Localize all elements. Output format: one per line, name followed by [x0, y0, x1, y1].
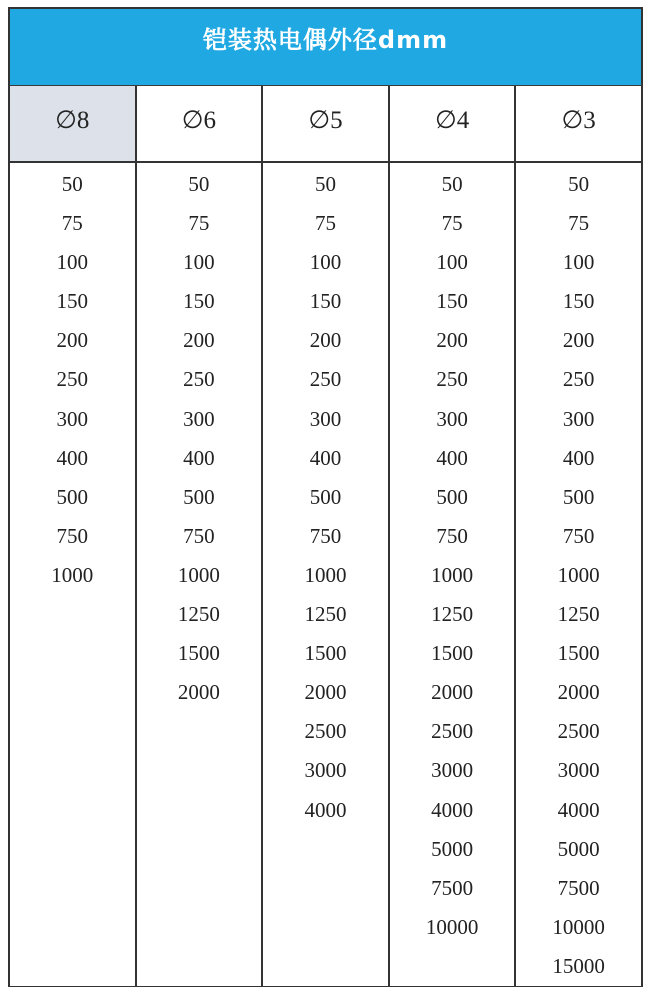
length-value: 7500 [557, 875, 600, 900]
length-value: 75 [314, 211, 336, 236]
column-header-d5: ∅5 [261, 86, 388, 161]
length-value: 5000 [557, 836, 600, 861]
length-value: 500 [436, 484, 468, 509]
length-value: 4000 [557, 797, 600, 822]
length-value: 200 [309, 328, 342, 353]
length-column-d3 [514, 163, 641, 986]
length-value: 2000 [304, 680, 347, 705]
length-value: 100 [56, 250, 89, 275]
length-value: 1000 [557, 562, 600, 587]
column-header-d8: ∅8 [10, 86, 135, 161]
length-value: 300 [562, 406, 595, 431]
diameter-header-row [10, 86, 641, 163]
length-value: 75 [188, 211, 210, 236]
length-value: 750 [309, 523, 342, 548]
length-value: 400 [436, 445, 468, 470]
length-value: 500 [56, 484, 89, 509]
length-value: 1250 [431, 602, 474, 627]
length-value: 100 [562, 250, 595, 275]
table-body [10, 163, 641, 986]
length-value: 300 [56, 406, 89, 431]
length-value: 75 [441, 211, 463, 236]
column-header-d6: ∅6 [135, 86, 262, 161]
length-value: 1250 [177, 602, 220, 627]
length-value: 75 [568, 211, 590, 236]
length-value: 150 [436, 289, 468, 314]
column-header-d3: ∅3 [514, 86, 641, 161]
length-value: 200 [562, 328, 595, 353]
length-value: 400 [56, 445, 89, 470]
length-value: 150 [562, 289, 595, 314]
length-value: 15000 [552, 953, 605, 978]
length-value: 2000 [177, 680, 220, 705]
length-value: 2000 [431, 680, 474, 705]
length-value: 150 [56, 289, 89, 314]
length-value: 400 [309, 445, 342, 470]
length-value: 50 [441, 172, 463, 196]
length-value: 10000 [552, 914, 605, 939]
length-value: 2500 [304, 719, 347, 744]
length-column-d4 [388, 163, 515, 986]
length-value: 500 [309, 484, 342, 509]
length-value: 250 [562, 367, 595, 392]
length-value: 1000 [51, 562, 94, 587]
thermocouple-spec-table [8, 7, 643, 987]
length-value: 1000 [431, 562, 474, 587]
length-value: 250 [56, 367, 89, 392]
length-column-d8 [10, 163, 135, 986]
length-value: 3000 [431, 758, 474, 783]
length-value: 2000 [557, 680, 600, 705]
length-value: 200 [436, 328, 468, 353]
length-value: 750 [562, 523, 595, 548]
length-value: 50 [314, 172, 336, 196]
length-value: 7500 [431, 875, 474, 900]
length-value: 250 [309, 367, 342, 392]
length-value: 250 [183, 367, 215, 392]
length-value: 4000 [304, 797, 347, 822]
length-value: 200 [56, 328, 89, 353]
length-column-d5 [261, 163, 388, 986]
length-value: 1250 [304, 602, 347, 627]
length-value: 500 [183, 484, 215, 509]
length-value: 400 [562, 445, 595, 470]
table-title: 铠装热电偶外径dmm [10, 9, 641, 86]
length-value: 3000 [557, 758, 600, 783]
length-value: 75 [61, 211, 83, 236]
length-value: 4000 [431, 797, 474, 822]
length-column-d6 [135, 163, 262, 986]
length-value: 400 [183, 445, 215, 470]
length-value: 300 [436, 406, 468, 431]
length-value: 100 [436, 250, 468, 275]
length-value: 3000 [304, 758, 347, 783]
length-value: 1000 [304, 562, 347, 587]
length-value: 750 [183, 523, 215, 548]
length-value: 1000 [177, 562, 220, 587]
length-value: 1250 [557, 602, 600, 627]
length-value: 50 [568, 172, 590, 196]
length-value: 1500 [177, 641, 220, 666]
length-value: 500 [562, 484, 595, 509]
length-value: 50 [188, 172, 210, 196]
length-value: 300 [183, 406, 215, 431]
length-value: 2500 [431, 719, 474, 744]
length-value: 10000 [425, 914, 479, 939]
length-value: 200 [183, 328, 215, 353]
length-value: 250 [436, 367, 468, 392]
column-header-d4: ∅4 [388, 86, 515, 161]
length-value: 750 [436, 523, 468, 548]
length-value: 1500 [557, 641, 600, 666]
length-value: 50 [61, 172, 83, 196]
length-value: 5000 [431, 836, 474, 861]
length-value: 1500 [304, 641, 347, 666]
length-value: 1500 [431, 641, 474, 666]
length-value: 100 [183, 250, 215, 275]
length-value: 150 [183, 289, 215, 314]
length-value: 300 [309, 406, 342, 431]
length-value: 2500 [557, 719, 600, 744]
length-value: 100 [309, 250, 342, 275]
length-value: 150 [309, 289, 342, 314]
length-value: 750 [56, 523, 89, 548]
